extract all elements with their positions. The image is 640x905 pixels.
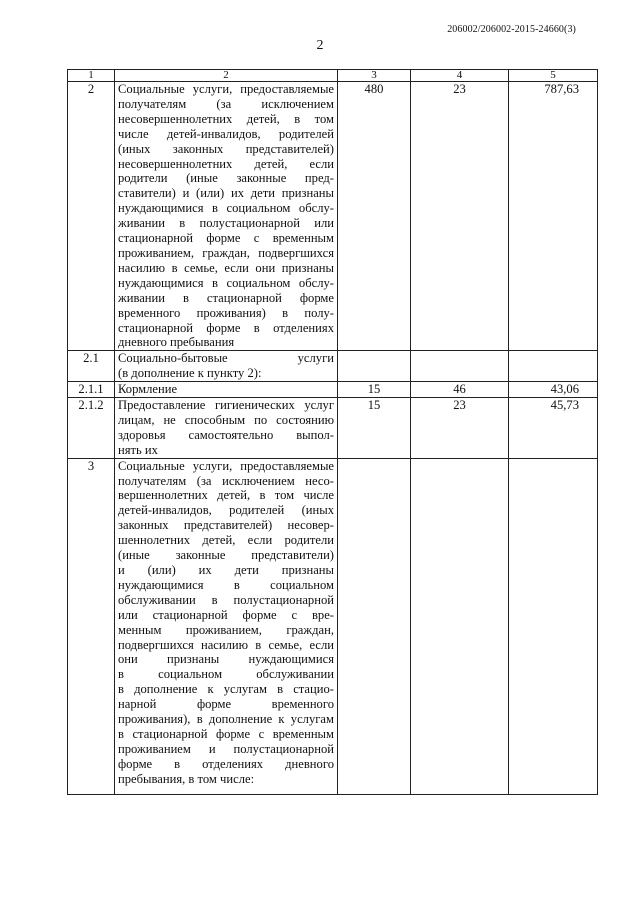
description-line: шеннолетних детей, если родители [118,533,334,548]
description-line: подвергшихся насилию в семье, если [118,637,334,652]
description-line: нуждающимися в социальном обслу- [118,275,334,290]
value-col-4 [411,458,509,794]
description-line: насилию в семье, если они признаны [118,260,334,275]
description-line: они признаны нуждающимися [118,652,334,667]
description-line: детей-инвалидов, родителей (иных [118,503,334,518]
description-line: проживанием, граждан, подвергшихся [118,245,334,260]
row-number: 2.1.2 [68,398,115,459]
column-number: 5 [509,70,598,82]
description-line: законных представителей) несовер- [118,518,334,533]
value-col-3: 480 [338,82,411,351]
value-col-4: 23 [411,82,509,351]
description-line: стационарной форме в отделениях [118,320,334,335]
description-line: лицам, не способным по состоянию [118,412,334,427]
description-line: Предоставление гигиенических услуг [118,398,334,413]
description-line: проживанием и полустационарной [118,741,334,756]
column-number: 2 [115,70,338,82]
table-row [68,398,598,459]
description-line: нарной форме временного [118,697,334,712]
service-description [115,82,338,351]
description-line: и (или) их дети признаны [118,563,334,577]
description-line: дневного пребывания [118,335,235,350]
description-line: в стационарной форме с временным [118,726,334,741]
value-col-5 [509,351,598,382]
description-line: Социально-бытовые услуги [118,351,334,366]
description-line: родители (иные законные пред- [118,171,334,186]
column-number: 3 [338,70,411,82]
table-row [68,382,598,398]
value-col-5: 45,73 [509,398,598,459]
value-col-4 [411,351,509,382]
description-line: ставители) и (или) их дети признаны [118,186,334,201]
description-line: нуждающимися в социальном [118,577,334,592]
page-number: 2 [316,38,324,53]
description-line: Социальные услуги, предоставляемые [118,458,334,473]
description-line: (иные законные представители) [118,548,334,563]
description-line: форме в отделениях дневного [118,756,334,771]
value-col-5: 43,06 [509,382,598,398]
description-line: временного проживания) в полу- [118,305,334,320]
table-body [68,70,598,795]
row-number: 2.1.1 [68,382,115,398]
row-number: 2 [68,82,115,351]
row-number: 2.1 [68,351,115,382]
description-line: несовершеннолетних детей, в том [118,111,334,126]
column-number: 1 [68,70,115,82]
service-description [115,398,338,459]
description-line: Социальные услуги, предоставляемые [118,82,334,96]
description-line: (иных законных представителей) [118,141,334,156]
service-description [115,382,338,398]
description-line: живании в стационарной форме [118,290,334,305]
description-line: нуждающимися в социальном обслу- [118,201,334,216]
services-table [67,69,598,795]
table-row [68,458,598,794]
value-col-3 [338,351,411,382]
description-line: здоровья самостоятельно выпол- [118,427,334,442]
description-line: получателям (за исключением [118,96,334,111]
value-col-4: 23 [411,398,509,459]
value-col-3: 15 [338,382,411,398]
value-col-4: 46 [411,382,509,398]
description-line: менным проживанием, граждан, [118,622,334,637]
description-line: несовершеннолетних детей, если [118,156,334,171]
table-row [68,82,598,351]
document-id: 206002/206002-2015-24660(3) [447,24,576,35]
description-line: пребывания, в том числе: [118,771,255,786]
value-col-3: 15 [338,398,411,459]
description-line: живании в полустационарной или [118,216,334,231]
description-line: получателям (за исключением несо- [118,473,334,488]
description-line: в социальном обслуживании [118,667,334,682]
value-col-5: 787,63 [509,82,598,351]
description-line: стационарной форме с временным [118,231,334,246]
value-col-3 [338,458,411,794]
column-number-row [68,70,598,82]
service-description [115,351,338,382]
table-row [68,351,598,382]
value-col-5 [509,458,598,794]
row-number: 3 [68,458,115,794]
description-line: вершеннолетних детей, в том числе [118,488,334,503]
description-line: обслуживании в полустационарной [118,592,334,607]
service-description [115,458,338,794]
description-line: числе детей-инвалидов, родителей [118,126,334,141]
description-line: или стационарной форме с вре- [118,607,334,622]
description-line: Кормление [118,382,178,397]
description-line: проживания), в дополнение к услугам [118,712,334,727]
description-line: в дополнение к услугам в стацио- [118,682,334,697]
column-number: 4 [411,70,509,82]
description-line: нять их [118,442,158,457]
description-line: (в дополнение к пункту 2): [118,366,262,381]
